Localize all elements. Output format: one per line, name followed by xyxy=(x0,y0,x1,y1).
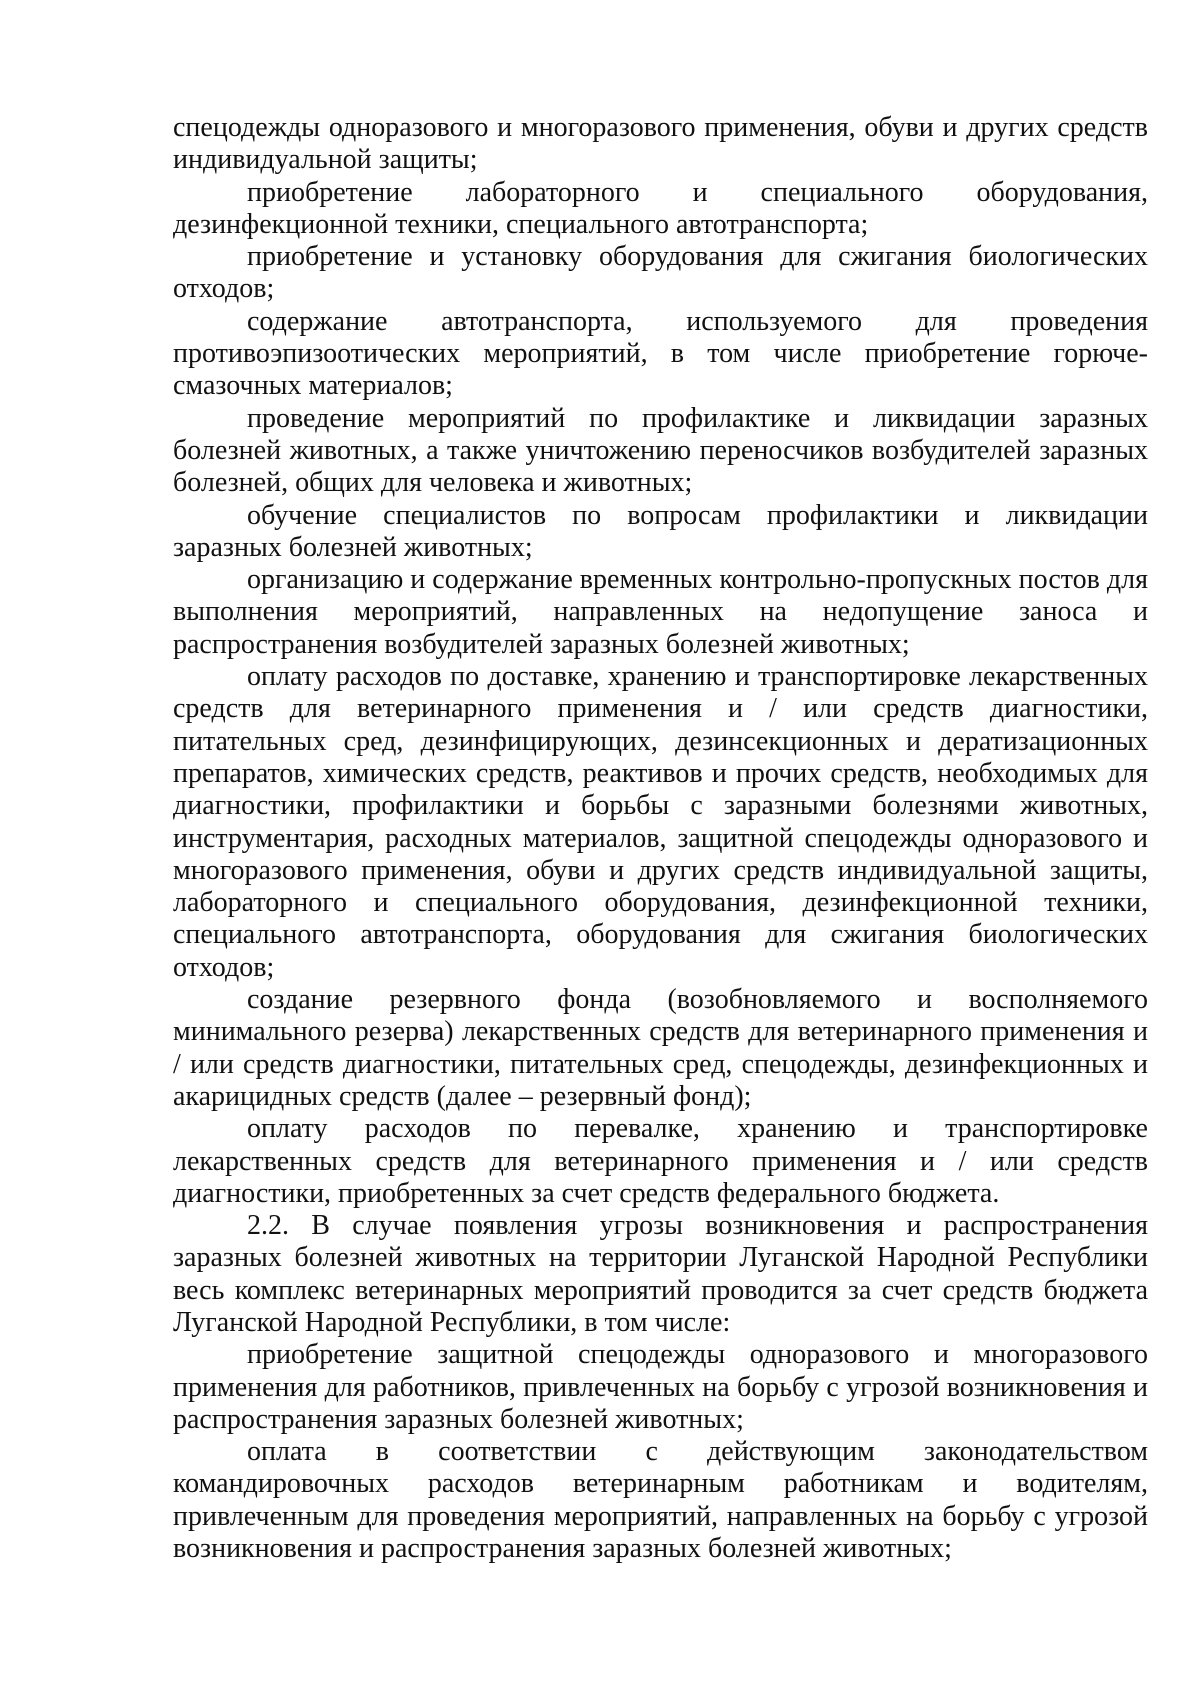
paragraph-7: организацию и содержание временных контрольно-пропускных постов для выполнения мероприятий, направленных на недопущение заноса и распространения возбудителей заразных болезней животных; xyxy=(173,564,1148,660)
paragraph-12: приобретение защитной спецодежды одноразового и многоразового применения для работников, привлеченных на борьбу с угрозой возникновения и распространения заразных болезней животных; xyxy=(173,1339,1148,1435)
paragraph-5: проведение мероприятий по профилактике и ликвидации заразных болезней животных, а также уничтожению переносчиков возбудителей заразных болезней, общих для человека и животных; xyxy=(173,402,1148,499)
paragraph-4: содержание автотранспорта, используемого для проведения противоэпизоотических мероприятий, в том числе приобретение горюче-смазочных материалов; xyxy=(173,305,1148,402)
paragraph-8: оплату расходов по доставке, хранению и транспортировке лекарственных средств для ветеринарного применения и / или средств диагностики, питательных сред, дезинфицирующих, дезинсекционных и дератизационных препаратов, химических средств, реактивов и прочих средств, необходимых для диагностики, профилактики и борьбы с заразными болезнями животных, инструментария, расходных материалов, защитной спецодежды одноразового и многоразового применения, обуви и других средств индивидуальной защиты, лабораторного и специального оборудования, дезинфекционной техники, специального автотранспорта, оборудования для сжигания биологических отходов; xyxy=(173,661,1148,983)
paragraph-10: оплату расходов по перевалке, хранению и транспортировке лекарственных средств для ветеринарного применения и / или средств диагностики, приобретенных за счет средств федерального бюджета. xyxy=(173,1113,1148,1209)
paragraph-6: обучение специалистов по вопросам профилактики и ликвидации заразных болезней животных; xyxy=(173,499,1148,563)
section-2-2-paragraph: 2.2. В случае появления угрозы возникновения и распространения заразных болезней животных на территории Луганской Народной Республики весь комплекс ветеринарных мероприятий проводится за счет средств бюджета Луганской Народной Республики, в том числе: xyxy=(173,1210,1148,1338)
paragraph-13: оплата в соответствии с действующим законодательством командировочных расходов ветеринарным работникам и водителям, привлеченным для проведения мероприятий, направленных на борьбу с угрозой возникновения и распространения заразных болезней животных; xyxy=(173,1436,1148,1565)
document-body xyxy=(173,112,1148,1565)
paragraph-9: создание резервного фонда (возобновляемого и восполняемого минимального резерва) лекарственных средств для ветеринарного применения и / или средств диагностики, питательных сред, спецодежды, дезинфекционных и акарицидных средств (далее – резервный фонд); xyxy=(173,984,1148,1112)
paragraph-1: спецодежды одноразового и многоразового применения, обуви и других средств индивидуальной защиты; xyxy=(173,112,1148,176)
paragraph-3: приобретение и установку оборудования для сжигания биологических отходов; xyxy=(173,241,1148,305)
paragraph-2: приобретение лабораторного и специального оборудования, дезинфекционной техники, специального автотранспорта; xyxy=(173,176,1148,240)
